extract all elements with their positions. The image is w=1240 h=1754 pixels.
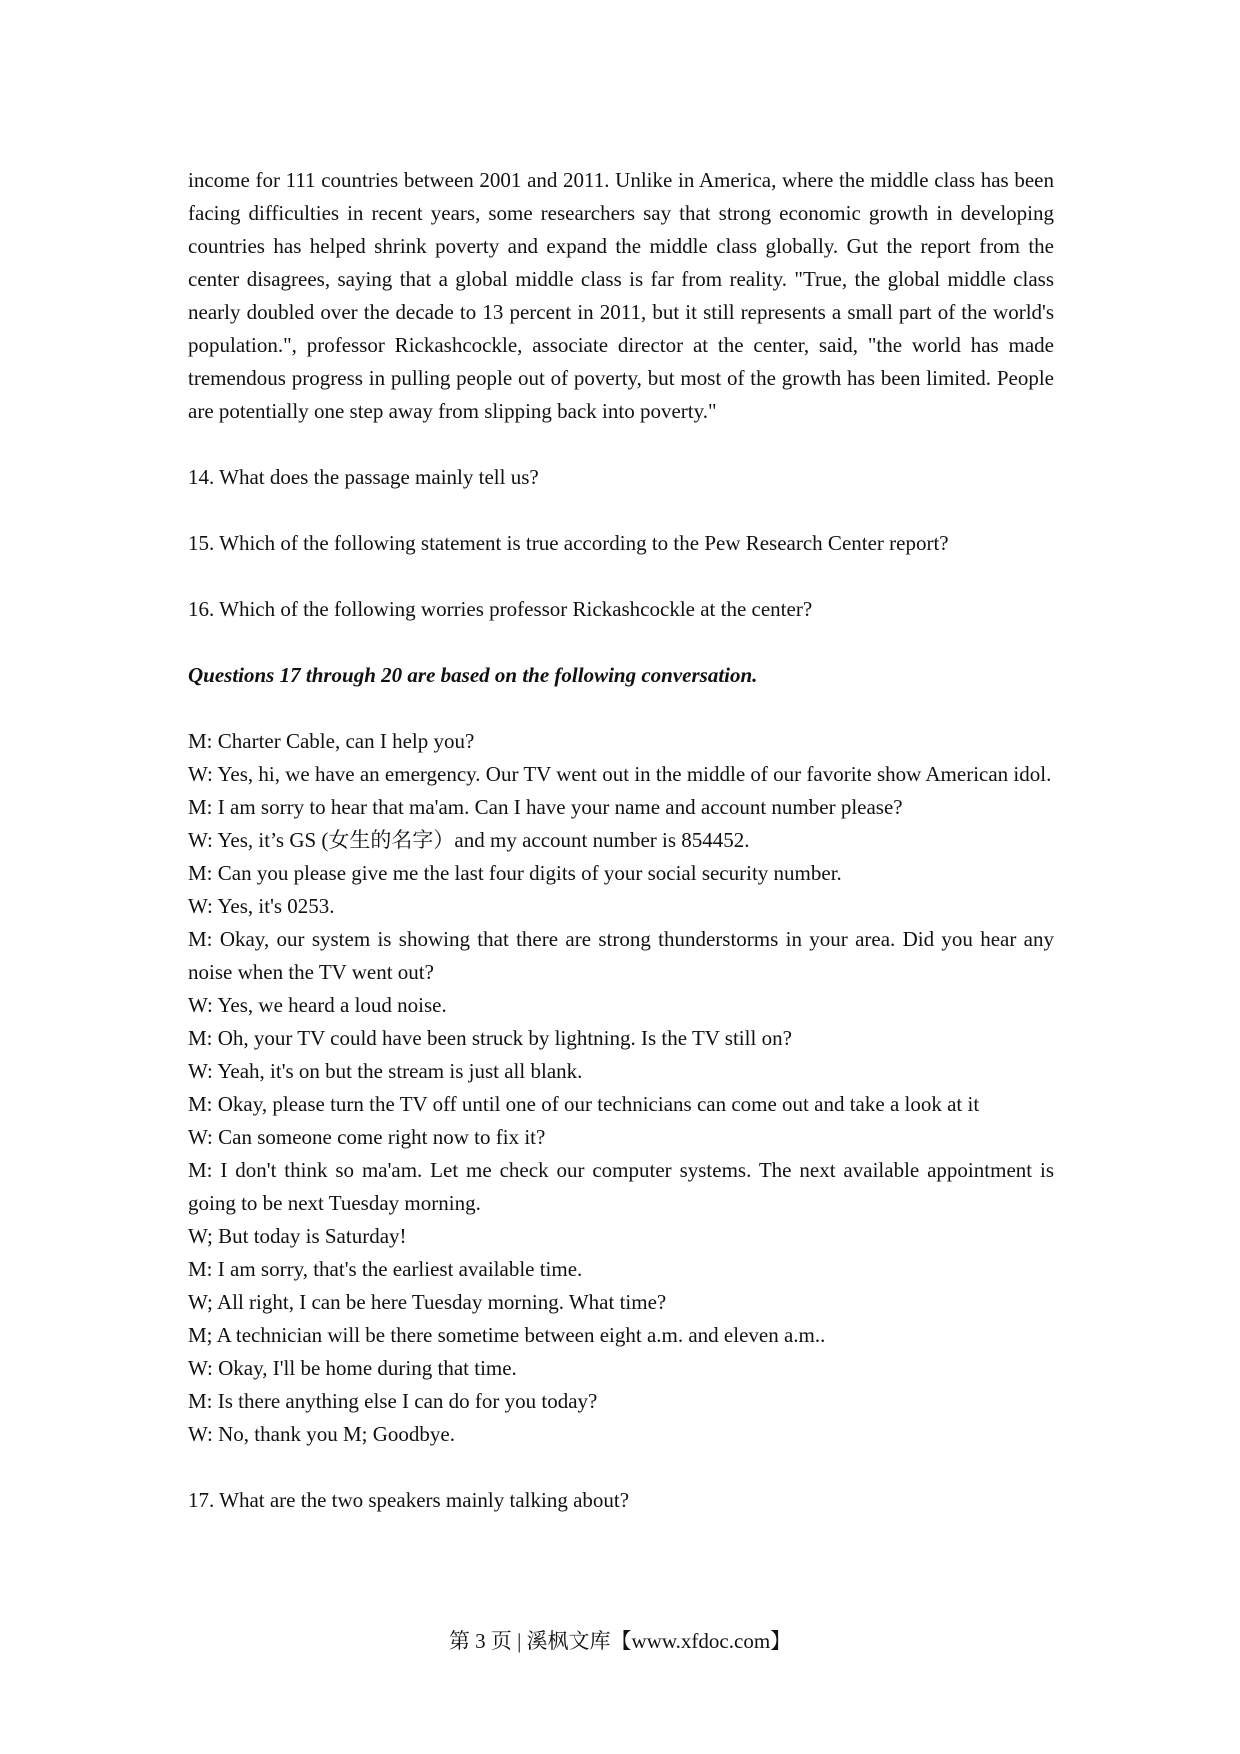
- conversation-line-part: ）and my account number is 854452.: [433, 828, 750, 852]
- question-14: 14. What does the passage mainly tell us?: [188, 465, 539, 489]
- conversation-line: M: Oh, your TV could have been struck by lightning. Is the TV still on?: [188, 1026, 792, 1050]
- conversation-line: W; But today is Saturday!: [188, 1224, 407, 1248]
- speaker-name-placeholder: 女生的名字: [328, 828, 434, 852]
- conversation-line: W: Yes, it's 0253.: [188, 894, 335, 918]
- conversation-line: M; A technician will be there sometime between eight a.m. and eleven a.m..: [188, 1323, 826, 1347]
- conversation-line: W; All right, I can be here Tuesday morning. What time?: [188, 1290, 667, 1314]
- question-16: 16. Which of the following worries professor Rickashcockle at the center?: [188, 597, 813, 621]
- conversation-line: M: Can you please give me the last four digits of your social security number.: [188, 861, 842, 885]
- conversation-line: M: Charter Cable, can I help you?: [188, 729, 475, 753]
- conversation-line: M: I don't think so ma'am. Let me check our computer systems. The next available appointment is going to be next Tuesday morning.: [188, 1158, 1054, 1215]
- conversation-line: [188, 824, 1054, 857]
- passage-paragraph: income for 111 countries between 2001 and 2011. Unlike in America, where the middle class has been facing difficulties in recent years, some researchers say that strong economic growth in developing countries has helped shrink poverty and expand the middle class globally. Gut the report from the center disagrees, saying that a global middle class is far from reality. "True, the global middle class nearly doubled over the decade to 13 percent in 2011, but it still represents a small part of the world's population.", professor Rickashcockle, associate director at the center, said, "the world has made tremendous progress in pulling people out of poverty, but most of the growth has been limited. People are potentially one step away from slipping back into poverty.": [188, 168, 1054, 423]
- conversation-section-heading: Questions 17 through 20 are based on the following conversation.: [188, 663, 758, 687]
- conversation-line: W: Yes, hi, we have an emergency. Our TV went out in the middle of our favorite show American idol.: [188, 762, 1052, 786]
- page-footer: 第 3 页 | 溪枫文库【www.xfdoc.com】: [448, 1629, 792, 1653]
- conversation-line: M: I am sorry to hear that ma'am. Can I have your name and account number please?: [188, 795, 903, 819]
- conversation-line: W: Can someone come right now to fix it?: [188, 1125, 546, 1149]
- conversation-line: M: Okay, our system is showing that there are strong thunderstorms in your area. Did you hear any noise when the TV went out?: [188, 927, 1054, 984]
- question-17: 17. What are the two speakers mainly talking about?: [188, 1488, 630, 1512]
- conversation-line: M: Is there anything else I can do for you today?: [188, 1389, 598, 1413]
- conversation-line: W: Yes, we heard a loud noise.: [188, 993, 447, 1017]
- conversation-transcript: [188, 725, 1054, 1451]
- conversation-line-part: W: Yes, it’s GS (: [188, 828, 329, 852]
- conversation-line: W: No, thank you M; Goodbye.: [188, 1422, 455, 1446]
- question-15: 15. Which of the following statement is true according to the Pew Research Center report?: [188, 531, 949, 555]
- conversation-line: W: Okay, I'll be home during that time.: [188, 1356, 517, 1380]
- conversation-line: M: I am sorry, that's the earliest available time.: [188, 1257, 583, 1281]
- page-body: [188, 164, 1054, 1517]
- conversation-line: W: Yeah, it's on but the stream is just all blank.: [188, 1059, 583, 1083]
- conversation-line: M: Okay, please turn the TV off until one of our technicians can come out and take a look at it: [188, 1092, 980, 1116]
